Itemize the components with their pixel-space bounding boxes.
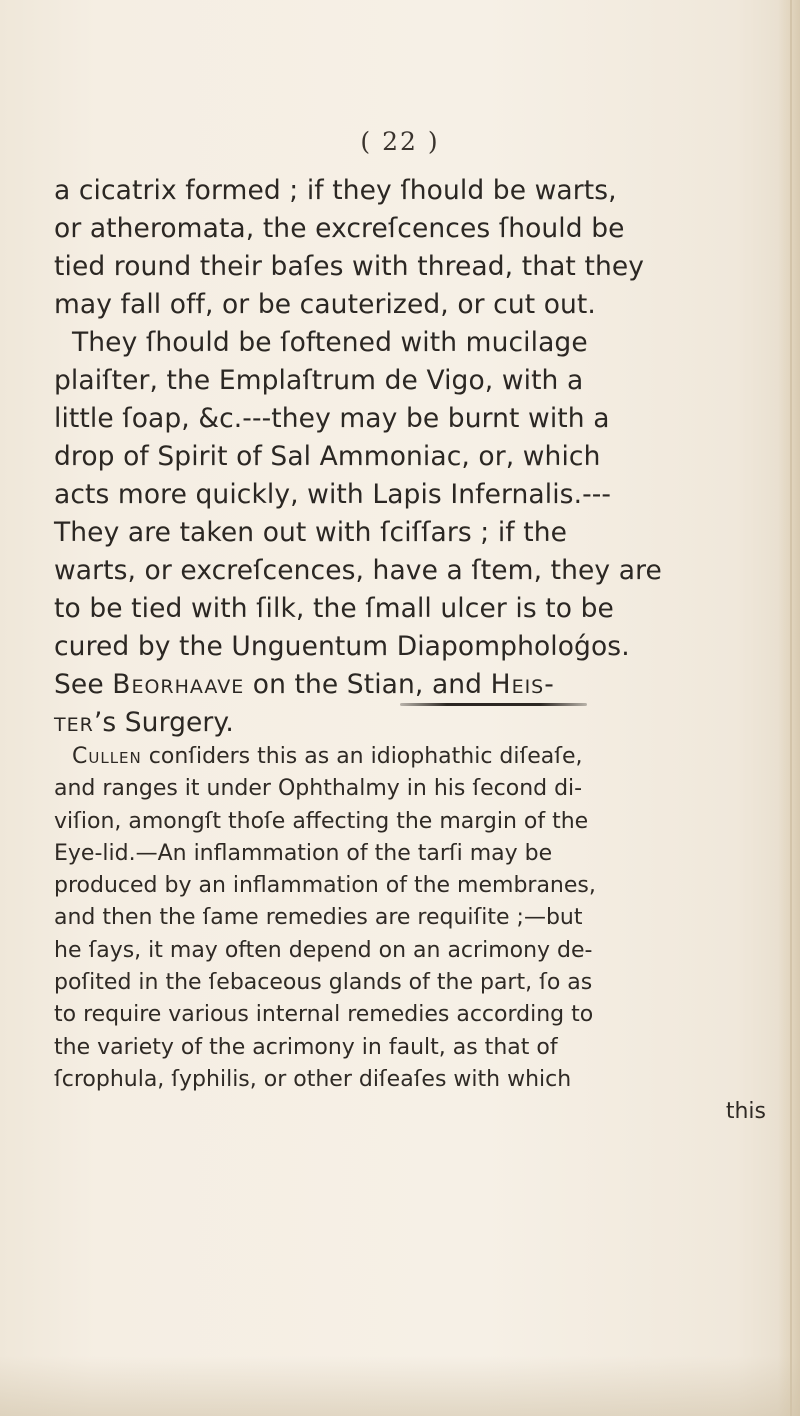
text-line: viſion, amongſt thoſe affecting the margin of the [54, 808, 589, 834]
text-fragment: on the Stian, and [252, 669, 483, 700]
text-line: acts more quickly, with Lapis Infernalis.--- [54, 479, 612, 510]
text-line: the variety of the acrimony in fault, as that of [54, 1034, 558, 1060]
text-line: to be tied with ſilk, the ſmall ulcer is to be [54, 593, 614, 624]
text-line: cured by the Unguentum Diapompholoǵos. [54, 631, 630, 662]
section-divider [400, 703, 587, 706]
author-heister-part2: ter [54, 707, 94, 738]
page-number-header: ( 22 ) [360, 127, 440, 156]
text-line: plaiſter, the Emplaſtrum de Vigo, with a [54, 365, 584, 396]
text-line: to require various internal remedies according to [54, 1002, 594, 1028]
text-line [54, 704, 774, 742]
text-line: or atheromata, the excreſcences ſhould be [54, 213, 625, 244]
text-line: little ſoap, &c.---they may be burnt with a [54, 403, 610, 434]
text-line: produced by an inflammation of the membranes, [54, 873, 596, 899]
text-line: and then the ſame remedies are requiſite ;—but [54, 905, 583, 931]
text-line [54, 666, 774, 704]
see-word: See [54, 669, 104, 700]
text-fragment: ’s Surgery. [93, 707, 234, 738]
text-line: They are taken out with ſciſſars ; if the [54, 517, 568, 548]
text-line [54, 741, 774, 773]
author-heister-part1: Heis- [490, 669, 555, 700]
text-line: and ranges it under Ophthalmy in his ſecond di- [54, 776, 583, 802]
text-line: warts, or excreſcences, have a ſtem, they are [54, 555, 662, 586]
text-line: drop of Spirit of Sal Ammoniac, or, which [54, 441, 601, 472]
catchword: this [725, 1099, 766, 1125]
text-line: he ſays, it may often depend on an acrimony de- [54, 937, 593, 963]
footnote-paragraph [54, 741, 774, 1129]
text-line: They ſhould be ſoftened with mucilage [72, 327, 588, 358]
text-line: Eye-lid.—An inflammation of the tarſi may be [54, 840, 553, 866]
text-line: ſcrophula, ſyphilis, or other diſeaſes with which [54, 1066, 572, 1092]
author-boerhaave: Beorhaave [112, 669, 245, 700]
page-edge-line [790, 0, 792, 1416]
page-bottom-stain [0, 1356, 800, 1416]
page-edge-shadow [778, 0, 800, 1416]
author-cullen: Cullen [72, 744, 142, 769]
text-fragment: conſiders this as an idiophathic diſeaſe, [148, 744, 583, 769]
text-line: a cicatrix formed ; if they ſhould be warts, [54, 175, 617, 206]
text-line: may fall off, or be cauterized, or cut out. [54, 289, 596, 320]
text-line: tied round their baſes with thread, that they [54, 251, 645, 282]
text-line: poſited in the ſebaceous glands of the part, ſo as [54, 970, 593, 996]
main-paragraph [54, 172, 774, 742]
